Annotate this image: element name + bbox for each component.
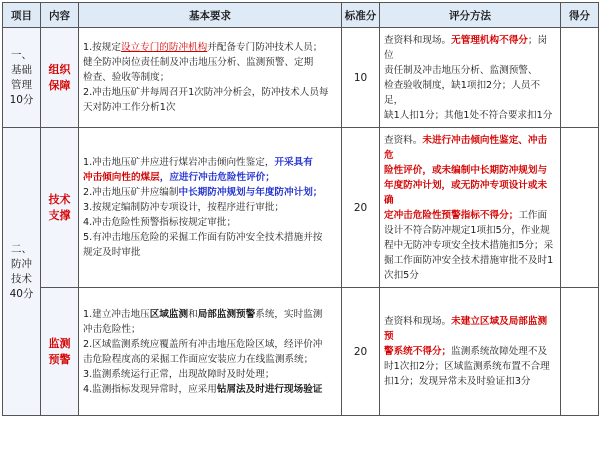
subcategory-line: 技术: [48, 192, 71, 206]
category-line: 一、: [11, 48, 32, 61]
text-segment: 3.按规定编制防冲专项设计，按程序进行审批；: [83, 202, 285, 213]
table-row: [3, 288, 599, 416]
text-segment: 局部监测预警: [197, 308, 256, 320]
header-row: [3, 3, 599, 28]
text-segment: 扣1分；发现异常未及时验证扣3分: [384, 376, 531, 387]
text-segment: 未进行冲击倾向性鉴定、冲击危: [384, 134, 548, 161]
score-cell: [561, 128, 599, 288]
text-segment: 设立专门的防冲机构: [120, 42, 208, 53]
requirement-cell: [79, 128, 342, 288]
text-segment: 2.区域监测系统应覆盖所有冲击地压危险区域，经评价冲: [83, 338, 323, 350]
text-segment: 1.按规定: [83, 42, 121, 53]
category-line: 40分: [9, 287, 34, 300]
text-segment: 2.冲击地压矿井每周召开1次防冲分析会，防冲技术人员每: [83, 87, 329, 98]
requirement-cell: [79, 288, 342, 416]
text-segment: 设计不符合防冲规定1项扣5分，作业规: [384, 224, 550, 236]
category-line: 二、: [11, 242, 32, 255]
subcategory-line: 预警: [48, 352, 71, 366]
text-segment: 4.监测指标发现异常时，应采用: [83, 383, 217, 395]
text-segment: ；岗位: [384, 34, 548, 61]
text-segment: 天对防冲工作分析1次: [83, 102, 176, 113]
standard-score-cell: 20: [342, 288, 380, 416]
score-cell: [561, 288, 599, 416]
method-cell: [380, 128, 561, 288]
text-segment: 健全防冲岗位责任制及冲击地压分析、监测预警、定期: [83, 57, 314, 68]
text-segment: 和: [188, 308, 198, 320]
text-segment: ，应进行冲击危险性评价；: [159, 172, 275, 183]
text-segment: 险性评价，或未编制中长期防冲规划与: [384, 164, 548, 176]
scoring-table: [2, 2, 599, 416]
text-segment: 中长期防冲规划与年度防冲计划；: [178, 187, 323, 198]
text-segment: 时1次扣2分；区域监测系统布置不合理: [384, 361, 550, 372]
standard-score-cell: 20: [342, 128, 380, 288]
text-segment: 未建立区域及局部监测预: [384, 316, 548, 342]
subcategory-cell: [41, 128, 79, 288]
text-segment: 缺1人扣1分；其他1处不符合要求扣1分: [384, 109, 553, 121]
text-segment: 冲击危险性；: [83, 323, 141, 335]
text-segment: 工作面: [518, 209, 548, 221]
text-segment: 5.有冲击地压危险的采掘工作面有防冲安全技术措施并按: [83, 232, 323, 243]
text-segment: 次扣5分: [384, 269, 419, 281]
subcategory-line: 组织: [48, 62, 71, 76]
category-line: 技术: [11, 272, 32, 285]
text-segment: 冲击倾向性的煤层: [83, 172, 160, 183]
subcategory-line: 支撑: [48, 208, 71, 222]
header-standard-score: 标准分: [342, 3, 380, 28]
requirement-cell: [79, 28, 342, 128]
category-line: 管理: [11, 78, 32, 91]
method-cell: [380, 28, 561, 128]
text-segment: 开采具有: [274, 157, 313, 168]
header-content: 内容: [41, 3, 79, 28]
text-segment: 检查验收制度，缺1项扣2分；人员不足，: [384, 79, 541, 106]
text-segment: 查资料。: [384, 134, 423, 146]
text-segment: 4.冲击危险性预警指标按规定审批；: [83, 217, 237, 228]
text-segment: 2.冲击地压矿井应编制: [83, 187, 179, 198]
subcategory-cell: [41, 28, 79, 128]
text-segment: 钻屑法及时进行现场验证: [216, 383, 323, 395]
text-segment: 检查、验收等制度；: [83, 72, 170, 83]
header-requirement: 基本要求: [79, 3, 342, 28]
scoring-table-sheet: [2, 2, 598, 448]
text-segment: 击危险程度高的采掘工作面应安装应力在线监测系统；: [83, 353, 314, 365]
category-cell: [3, 28, 41, 128]
text-segment: 查资料和现场。: [384, 316, 452, 327]
header-score: 得分: [561, 3, 599, 28]
text-segment: 掘工作面防冲安全技术措施审批不及时1: [384, 254, 554, 266]
table-row: [3, 128, 599, 288]
text-segment: 责任制及冲击地压分析、监测预警、: [384, 64, 538, 76]
text-segment: 定冲击危险性预警指标不得分；: [384, 209, 519, 221]
text-segment: 无管理机构不得分: [451, 34, 528, 46]
text-segment: 1.建立冲击地压: [83, 308, 150, 320]
subcategory-line: 监测: [48, 336, 71, 350]
method-cell: [380, 288, 561, 416]
subcategory-line: 保障: [48, 78, 71, 92]
text-segment: 并配备专门防冲技术人员；: [207, 42, 323, 53]
text-segment: 1.冲击地压矿井应进行煤岩冲击倾向性鉴定，: [83, 157, 275, 168]
category-line: 防冲: [11, 257, 32, 270]
header-item: 项目: [3, 3, 41, 28]
text-segment: 监测系统故障处理不及: [451, 346, 548, 357]
standard-score-cell: 10: [342, 28, 380, 128]
text-segment: 查资料和现场。: [384, 34, 452, 46]
category-line: 基础: [11, 63, 32, 76]
subcategory-cell: [41, 288, 79, 416]
category-cell: [3, 128, 41, 416]
text-segment: 区域监测: [149, 308, 189, 320]
text-segment: 规定及时审批: [83, 247, 141, 258]
text-segment: 程中无防冲专项安全技术措施扣5分；采: [384, 239, 554, 251]
text-segment: 年度防冲计划，或无防冲专项设计或未确: [384, 179, 548, 206]
header-method: 评分方法: [380, 3, 561, 28]
text-segment: 警系统不得分；: [384, 346, 452, 357]
text-segment: 系统，实时监测: [255, 308, 323, 320]
score-cell: [561, 28, 599, 128]
category-line: 10分: [9, 93, 34, 106]
table-row: [3, 28, 599, 128]
text-segment: 3.监测系统运行正常，出现故障时及时处理；: [83, 368, 275, 380]
